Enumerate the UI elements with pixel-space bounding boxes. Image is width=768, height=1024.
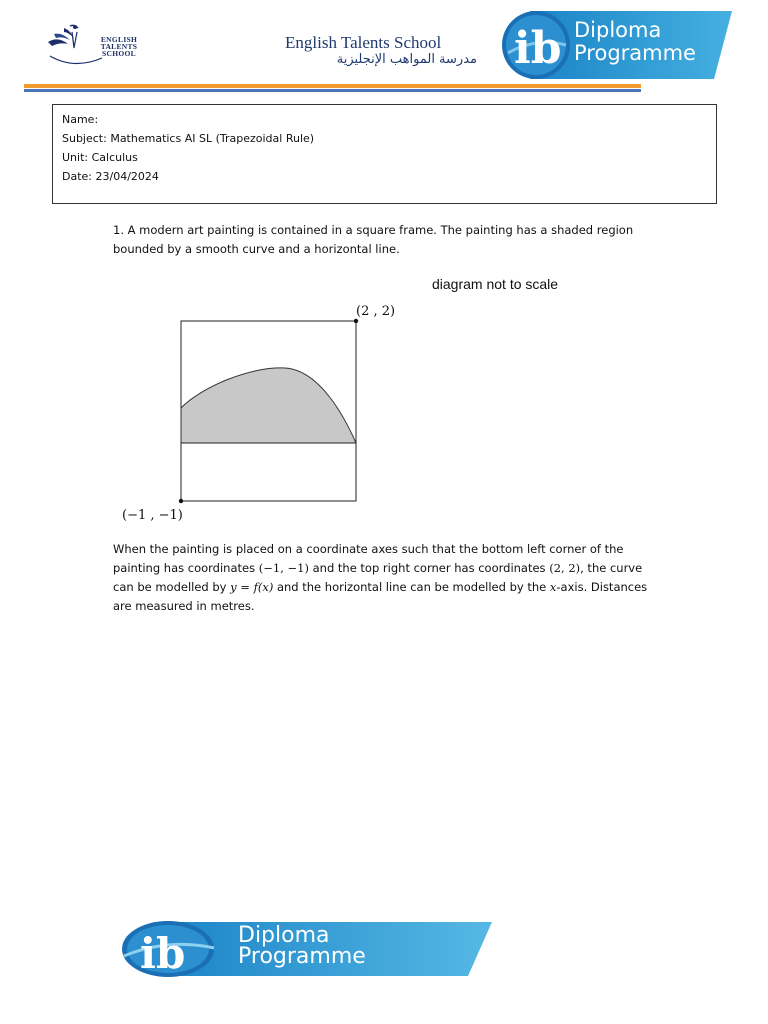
coord-bottom-left: (−1, −1) [258, 561, 309, 575]
ib-mark: ib [514, 23, 562, 74]
unit-field: Unit: Calculus [62, 151, 138, 164]
school-logo-text: ENGLISH TALENTS SCHOOL [100, 35, 138, 58]
body-text-4: and the horizontal line can be modelled by the [273, 580, 550, 594]
painting-diagram [110, 268, 600, 528]
top-right-point [354, 319, 358, 323]
ib-footer-line2: Programme [238, 944, 366, 969]
shaded-region [181, 368, 356, 443]
body-text-5: -axis. Distances are measured in metres. [113, 580, 648, 613]
subject-field: Subject: Mathematics AI SL (Trapezoidal Rule) [62, 132, 315, 145]
question-1-body [113, 540, 658, 616]
header-divider-orange [24, 84, 641, 88]
x-variable: x [549, 580, 557, 594]
date-field: Date: 23/04/2024 [62, 170, 159, 183]
name-field: Name: [62, 113, 99, 126]
bottom-left-point [179, 499, 183, 503]
header-divider-blue [24, 89, 641, 92]
top-right-label: (2 , 2) [356, 304, 396, 319]
student-info-box [52, 104, 717, 204]
page-header [0, 0, 768, 100]
ib-footer-line1: Diploma [238, 923, 330, 948]
school-name-english: English Talents School [285, 33, 442, 52]
ib-diploma-logo-footer [118, 918, 492, 978]
body-text-1: When the painting is placed on a coordinate axes such that the bottom left corner of the painting has coordinates [113, 542, 624, 575]
ib-footer-mark: ib [140, 929, 186, 978]
coord-top-right: (2, 2) [549, 561, 581, 575]
school-name-arabic: مدرسة المواهب الإنجليزية [336, 52, 477, 67]
school-logo [44, 22, 154, 70]
question-1-intro: 1. A modern art painting is contained in a square frame. The painting has a shaded region bounded by a smooth curve and a horizontal line. [113, 223, 634, 256]
body-text-3: , the curve can be modelled by [113, 561, 643, 594]
diagram-not-to-scale-note: diagram not to scale [432, 276, 559, 292]
body-text-2: and the top right corner has coordinates [308, 561, 550, 575]
ib-logo-line2: Programme [574, 41, 696, 65]
ib-diploma-logo-header [500, 9, 732, 81]
curve-equation: y = f(x) [230, 580, 274, 594]
ib-logo-line1: Diploma [574, 18, 662, 42]
bottom-left-label: (−1 , −1) [122, 508, 183, 523]
